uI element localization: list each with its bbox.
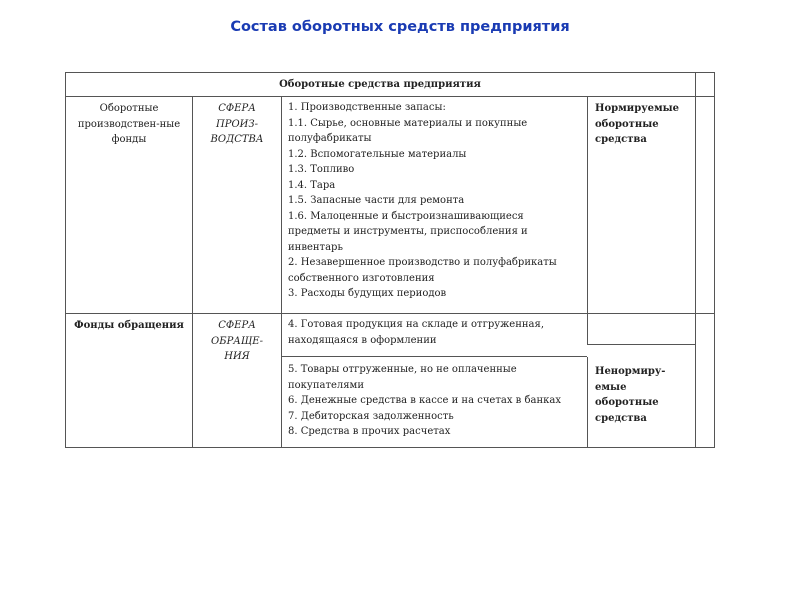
list-item: 1.2. Вспомогательные материалы xyxy=(288,148,467,160)
list-item: 3. Расходы будущих периодов xyxy=(288,288,447,299)
circulation-items-list-b xyxy=(288,362,584,440)
production-sphere-label: СФЕРА ПРОИЗ-ВОДСТВА xyxy=(210,103,264,145)
list-item: 2. Незавершенное производство и полуфабрикаты xyxy=(288,257,557,268)
list-item: покупателями xyxy=(288,379,365,391)
list-item: 1.4. Тара xyxy=(288,179,336,191)
normed-assets-label: Нормируемые оборотные средства xyxy=(595,103,680,145)
list-item: 1. Производственные запасы: xyxy=(288,102,446,113)
list-item: 1.6. Малоценные и быстроизнашивающиеся xyxy=(288,210,524,222)
list-item: 8. Средства в прочих расчетах xyxy=(288,426,451,437)
list-item: 6. Денежные средства в кассе и на счетах в банках xyxy=(288,395,561,406)
current-assets-table xyxy=(65,72,715,448)
circulation-funds-label: Фонды обращения xyxy=(74,320,184,331)
list-item: инвентарь xyxy=(288,241,343,253)
not-normed-assets-label: Ненормиру-емые оборотные средства xyxy=(595,366,666,424)
production-items-list xyxy=(288,100,584,302)
list-item: находящаяся в оформлении xyxy=(288,334,437,346)
list-item: 1.5. Запасные части для ремонта xyxy=(288,195,465,206)
list-item: предметы и инструменты, приспособления и xyxy=(288,226,528,237)
list-item: 5. Товары отгруженные, но не оплаченные xyxy=(288,364,517,375)
list-item: собственного изготовления xyxy=(288,272,435,284)
list-item: полуфабрикаты xyxy=(288,133,372,144)
list-item: 7. Дебиторская задолженность xyxy=(288,410,454,422)
list-item: 4. Готовая продукция на складе и отгруженная, xyxy=(288,319,544,330)
page-title: Состав оборотных средств предприятия xyxy=(230,19,570,35)
list-item: 1.3. Топливо xyxy=(288,164,355,175)
production-funds-label: Оборотные производствен-ные фонды xyxy=(77,103,181,145)
circulation-sphere-label: СФЕРА ОБРАЩЕ-НИЯ xyxy=(211,320,263,362)
list-item: 1.1. Сырье, основные материалы и покупные xyxy=(288,117,528,129)
table-header: Оборотные средства предприятия xyxy=(279,79,481,90)
circulation-items-list-a xyxy=(288,317,584,348)
